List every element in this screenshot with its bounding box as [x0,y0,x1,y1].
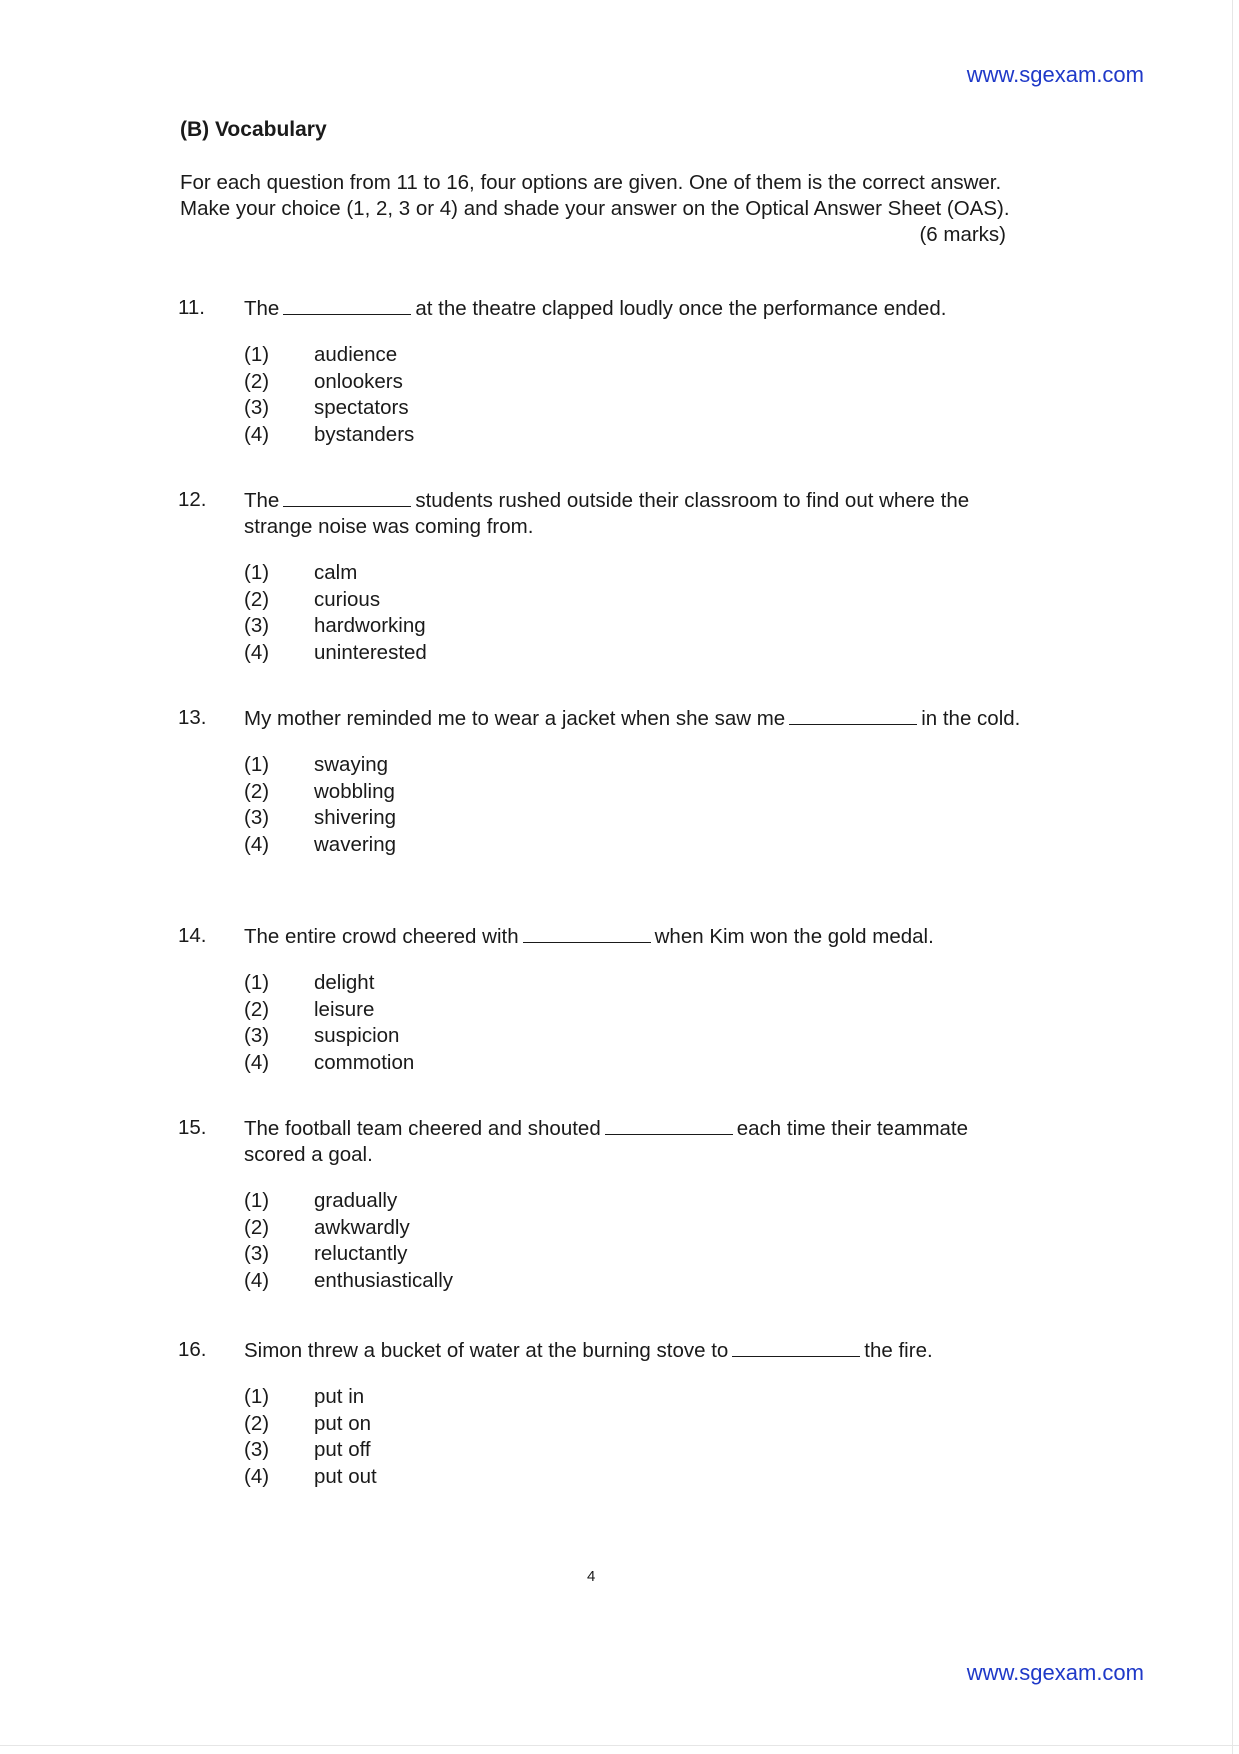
question-14 [178,924,1038,1076]
question-text-before: The [244,297,280,320]
option-number: (1) [244,1189,270,1212]
scan-edge-right [1232,0,1233,1754]
option [244,1464,1038,1491]
option-number: (2) [244,1411,270,1435]
option-number: (3) [244,1438,270,1461]
question-text [244,924,1034,950]
option [244,970,1038,997]
option-text: suspicion [314,1024,400,1047]
option [244,1437,1038,1464]
option-number: (4) [244,1464,270,1488]
option-text: curious [314,587,381,611]
option-number: (3) [244,614,270,637]
option-text: put out [314,1464,377,1488]
option-number: (4) [244,832,270,856]
question-number: 12. [178,488,207,511]
question-text-before: My mother reminded me to wear a jacket when she saw me [244,707,786,730]
page-number: 4 [587,1568,596,1585]
option [244,997,1038,1024]
option [244,752,1038,779]
option [244,422,1038,449]
question-12 [178,488,1038,666]
answer-blank [605,1116,733,1135]
option-text: hardworking [314,614,426,637]
option-number: (2) [244,779,270,803]
option-text: delight [314,971,375,994]
question-number: 13. [178,706,207,729]
question-text-after: students rushed outside their classroom to find out where the strange noise was coming from. [244,489,970,538]
option [244,805,1038,832]
option-list [244,752,1038,858]
answer-blank [283,488,411,507]
question-text-after: at the theatre clapped loudly once the performance ended. [415,297,947,320]
option-text: uninterested [314,640,427,664]
question-text-before: The [244,489,280,512]
option-text: shivering [314,806,397,829]
option-text: awkwardly [314,1215,410,1239]
option-text: put in [314,1385,365,1408]
option [244,832,1038,859]
scan-edge-bottom [0,1745,1239,1746]
option-list [244,1188,1038,1294]
option-number: (3) [244,1024,270,1047]
option-text: onlookers [314,369,403,393]
question-13 [178,706,1038,858]
option [244,1215,1038,1242]
option [244,1241,1038,1268]
option-number: (1) [244,753,270,776]
header-url: www.sgexam.com [966,62,1144,87]
section-instructions [180,170,1010,246]
option-number: (4) [244,1268,270,1292]
option [244,395,1038,422]
question-number: 15. [178,1116,207,1139]
instructions-text: For each question from 11 to 16, four options are given. One of them is the correct answer. Make your choice (1, 2, 3 or 4) and shade your answer on the Optical Answer Sheet (OAS). [180,171,1010,220]
option-text: audience [314,343,398,366]
option-text: reluctantly [314,1242,408,1265]
option [244,1384,1038,1411]
question-text-after: the fire. [864,1339,933,1362]
question-text [244,296,1034,322]
option [244,1188,1038,1215]
option-number: (1) [244,1385,270,1408]
option-text: commotion [314,1050,415,1074]
question-15 [178,1116,1038,1294]
option-number: (2) [244,587,270,611]
option [244,587,1038,614]
option-text: gradually [314,1189,398,1212]
option-number: (1) [244,561,270,584]
option [244,779,1038,806]
option [244,1023,1038,1050]
question-text-after: when Kim won the gold medal. [654,925,934,948]
option [244,640,1038,667]
option-list [244,560,1038,666]
option [244,560,1038,587]
option-number: (4) [244,640,270,664]
option-text: enthusiastically [314,1268,454,1292]
answer-blank [283,296,411,315]
question-text-before: The entire crowd cheered with [244,925,519,948]
option-number: (2) [244,369,270,393]
option-number: (3) [244,1242,270,1265]
option-list [244,1384,1038,1490]
question-11 [178,296,1038,448]
question-16 [178,1338,1038,1490]
section-title: (B) Vocabulary [180,118,327,141]
option [244,1050,1038,1077]
option-text: calm [314,561,358,584]
option [244,369,1038,396]
question-number: 14. [178,924,207,947]
option-number: (4) [244,422,270,446]
option-number: (2) [244,997,270,1021]
option [244,1268,1038,1295]
answer-blank [789,706,917,725]
option-list [244,342,1038,448]
option-number: (1) [244,343,270,366]
question-text [244,488,1034,540]
question-text-before: Simon threw a bucket of water at the burning stove to [244,1339,729,1362]
section-marks: (6 marks) [919,223,1006,246]
question-number: 11. [178,296,205,319]
option-list [244,970,1038,1076]
option [244,1411,1038,1438]
question-text-after: each time their teammate scored a goal. [244,1117,969,1166]
footer-url: www.sgexam.com [966,1660,1144,1685]
question-text-before: The football team cheered and shouted [244,1117,601,1140]
question-text [244,1116,1034,1168]
question-number: 16. [178,1338,207,1361]
option-text: bystanders [314,422,415,446]
option [244,342,1038,369]
option-text: wobbling [314,779,395,803]
option-number: (3) [244,806,270,829]
option-text: leisure [314,997,375,1021]
question-text-after: in the cold. [921,707,1021,730]
answer-blank [732,1338,860,1357]
option-number: (4) [244,1050,270,1074]
option-text: put on [314,1411,371,1435]
question-text [244,1338,1034,1364]
option-number: (3) [244,396,270,419]
question-text [244,706,1034,732]
answer-blank [523,924,651,943]
option [244,613,1038,640]
option-text: put off [314,1438,371,1461]
option-text: swaying [314,753,389,776]
option-text: spectators [314,396,409,419]
option-number: (2) [244,1215,270,1239]
option-text: wavering [314,832,397,856]
option-number: (1) [244,971,270,994]
